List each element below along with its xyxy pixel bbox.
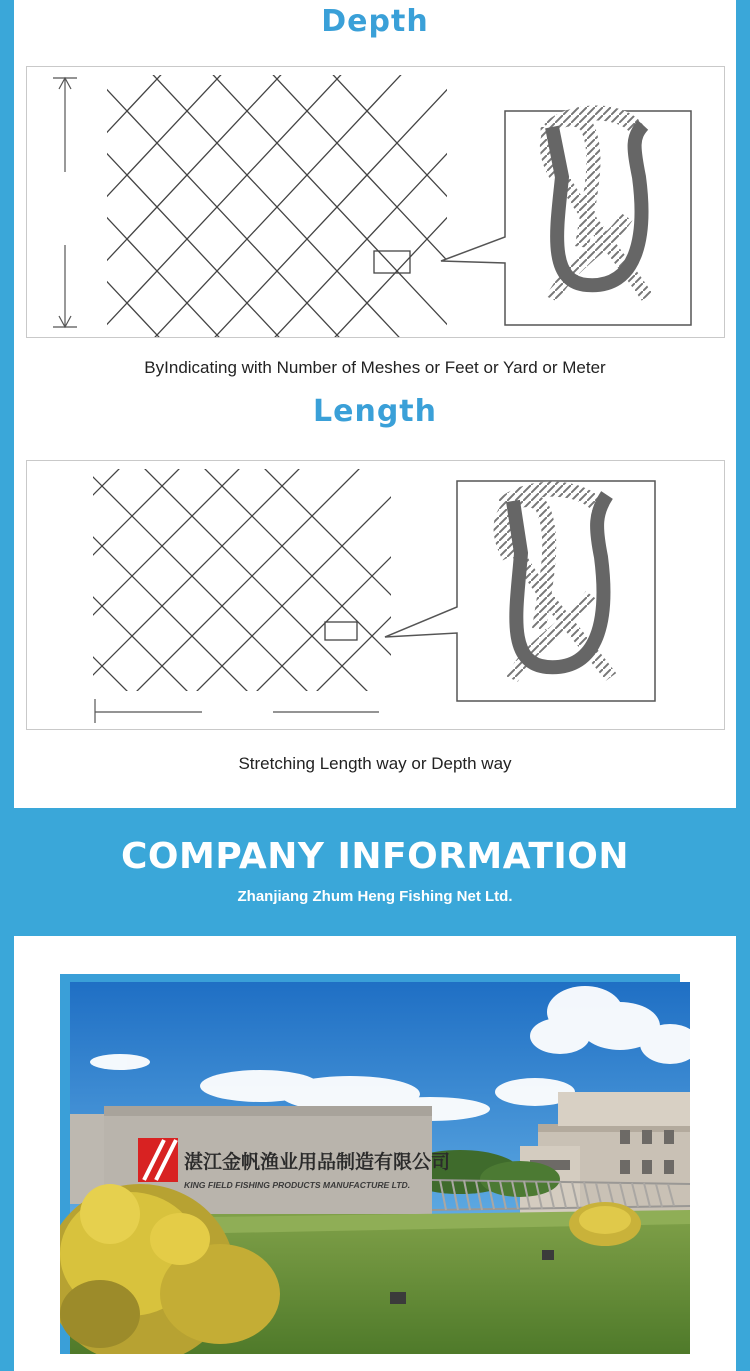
- depth-caption: ByIndicating with Number of Meshes or Feet or Yard or Meter: [144, 358, 606, 377]
- sign-english-text: KING FIELD FISHING PRODUCTS MANUFACTURE LTD.: [184, 1180, 411, 1190]
- length-diagram: [26, 460, 725, 730]
- depth-mesh-illustration: [27, 67, 724, 337]
- depth-diagram: [26, 66, 725, 338]
- company-title: COMPANY INFORMATION: [120, 836, 630, 877]
- length-mesh-illustration: [27, 461, 724, 729]
- length-arrow-icon: [95, 699, 379, 723]
- sign-chinese-text: 湛江金帆渔业用品制造有限公司: [184, 1151, 451, 1173]
- length-title: Length: [313, 394, 437, 429]
- depth-title: Depth: [321, 4, 429, 39]
- net-spec-panel: [14, 0, 736, 808]
- factory-photo: [60, 974, 690, 1354]
- company-subtitle: Zhanjiang Zhum Heng Fishing Net Ltd.: [237, 888, 513, 905]
- length-caption: Stretching Length way or Depth way: [238, 754, 512, 773]
- depth-arrow-icon: [53, 78, 77, 327]
- company-photo-panel: [14, 936, 736, 1371]
